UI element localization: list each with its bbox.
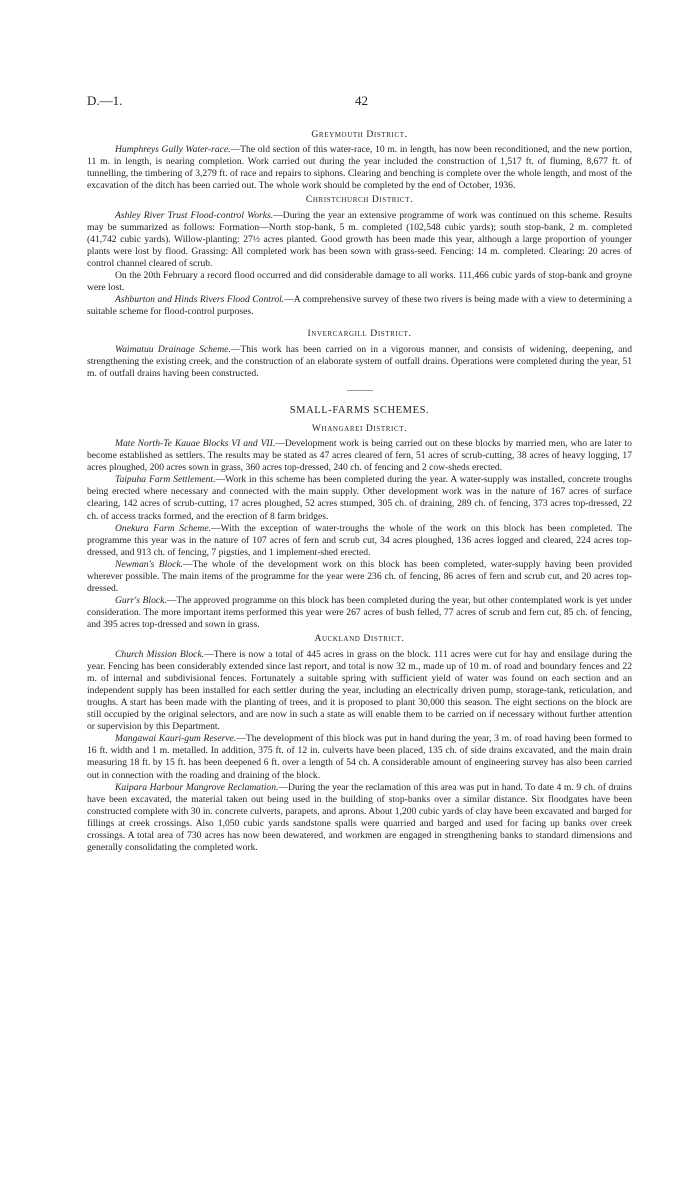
paragraph [87,210,632,270]
paragraph-title: Humphreys Gully Water-race. [115,144,231,156]
paragraph-title: Ashley River Trust Flood-control Works. [115,209,274,221]
paragraph-title: Mate North-Te Kauae Blocks VI and VII. [115,437,276,449]
page-header [87,93,632,109]
paragraph [87,733,632,781]
district-heading: Christchurch District. [305,194,414,206]
paragraph [87,144,632,192]
document-reference: D.—1. [87,93,123,108]
paragraph-title: Kaipara Harbour Mangrove Reclamation. [115,781,279,793]
paragraph [87,523,632,559]
paragraph [87,595,632,631]
paragraph [87,474,632,522]
paragraph-title: Gurr's Block. [115,595,167,607]
page-body [87,127,632,854]
paragraph-text: —Work in this scheme has been completed during the year. A water-supply was installed, concrete troughs being erected where necessary and connected with the main supply. Other development work was in the nature of 167 acres of surface clearing, 142 acres of scrub-cutting, 17 acres ploughed, 52 acres stumped, 305 ch. of draining, 289 ch. of fencing, 373 acres top-dressed, 22 ch. of access tracks formed, and the erection of 8 farm bridges. [87,474,632,522]
paragraph-title: Waimatuu Drainage Scheme. [115,343,231,355]
paragraph-title: Ashburton and Hinds Rivers Flood Control. [115,294,285,306]
paragraph-text: —A comprehensive survey of these two rivers is being made with a view to determining a suitable scheme for flood-control purposes. [87,294,632,318]
paragraph [87,438,632,474]
paragraph-title: Newman's Block. [115,558,183,570]
paragraph [87,649,632,734]
paragraph-text: —The approved programme on this block has been completed during the year, but other contemplated work is yet under consideration. The more important items performed this year were 267 acres of bush felled, 77 acres of scrub and fern cut, 85 ch. of fencing, and 395 acres top-dressed and sown in grass. [87,595,632,631]
paragraph [87,294,632,318]
paragraph-text: —This work has been carried on in a vigorous manner, and consists of widening, deepening, and strengthening the existing creek, and the construction of an elaborate system of outfall drains. Operations were completed during the year, 51 m. of outfall drains having been constructed. [87,343,632,379]
paragraph-text: —During the year the reclamation of this area was put in hand. To date 4 m. 9 ch. of drains have been excavated, the material taken out being used in the building of stop-banks over a similar distance. Six floodgates have been constructed complete with 30 in. concrete culverts, parapets, and aprons. About 1,200 cubic yards of clay have been excavated and barged for fillings at creek crossings. Also 1,050 cubic yards sandstone spalls were quarried and barged and used for facing up banks over creek crossings. A total area of 730 acres has now been dewatered, and workmen are engaged in strengthening banks to standard dimensions and generally consolidating the completed work. [87,781,632,854]
paragraph [87,270,632,294]
paragraph [87,344,632,380]
paragraph-text: —The old section of this water-race, 10 m. in length, has now been reconditioned, and the new portion, 11 m. in length, is nearing completion. Work carried out during the year included the construction of 1,517 ft. of fluming, 8,677 ft. of tunnelling, the timbering of 3,279 ft. of race and repairs to siphons. Clearing and benching is complete over the whole length, and most of the excavation of the ditch has been carried out. The whole work should be completed by the end of October, 1936. [87,144,633,192]
paragraph-title: Onekura Farm Scheme. [115,522,211,534]
paragraph-text: —The development of this block was put in hand during the year, 3 m. of road having been formed to 16 ft. width and 1 m. metalled. In addition, 375 ft. of 12 in. culverts have been placed, 135 ch. of side drains excavated, and the main drain measuring 18 ft. by 15 ft. has been deepened 6 ft. over a length of 54 ch. A considerable amount of engineering survey has also been carried out in connection with the roading and draining of the block. [87,733,632,781]
paragraph-text: —The whole of the development work on this block has been completed, water-supply having been provided wherever possible. The main items of the programme for the year were 236 ch. of fencing, 86 acres of fern and scrub cut, and 20 acres top-dressed. [87,558,633,595]
paragraph-text: —With the exception of water-troughs the whole of the work on this block has been completed. The programme this year was in the nature of 107 acres of fern and scrub cut, 34 acres ploughed, 136 acres logged and cleared, 224 acres top-dressed, and 913 ch. of fencing, 7 pigsties, and 1 implement-shed erected. [87,522,632,558]
divider [347,390,373,391]
paragraph-title: Taipuha Farm Settlement. [115,474,216,486]
paragraph-text: —There is now a total of 445 acres in grass on the block. 111 acres were cut for hay and ensilage during the year. Fencing has been considerably extended since last report, and total is now 32 m., made up of 10 m. of road and boundary fences and 22 m. of internal and subdivisional fences. Fortunately a suitable spring with sufficient yield of water was found on each section and an independent supply has been installed for each settler during the year, including an electrically driven pump, storage-tank, reticulation, and troughs. A start has been made with the planting of trees, and it is proposed to plant 30,000 this season. The eight sections on the block are still occupied by the original selectors, and are now in such a state as will enable them to be carried on if necessary without further attention or supervision by this Department. [87,648,632,733]
page-number: 42 [355,93,368,108]
district-heading: Greymouth District. [311,129,408,140]
district-heading: Auckland District. [314,633,405,645]
paragraph-text: On the 20th February a record flood occurred and did considerable damage to all works. 111,466 cubic yards of stop-bank and groyne were lost. [87,270,632,294]
paragraph-text: —During the year an extensive programme of work was continued on this scheme. Results may be summarized as follows: Formation—North stop-bank, 5 m. completed (102,548 cubic yards); south stop-bank, 2 m. completed (41,742 cubic yards). Willow-planting: 27½ acres planted. Good growth has been made this year, although a large proportion of younger plants were lost by flood. Grassing: All completed work has been sown with grass-seed. Fencing: 14 m. completed. Clearing: 20 acres of control channel cleared of scrub. [87,209,632,269]
paragraph-title: Mangawai Kauri-gum Reserve. [115,733,237,745]
section-heading: SMALL-FARMS SCHEMES. [289,404,430,416]
paragraph [87,782,632,855]
paragraph-text: —Development work is being carried out on these blocks by married men, who are later to become established as settlers. The results may be stated as 47 acres cleared of fern, 51 acres of scrub-cutting, 38 acres of heavy logging, 17 acres ploughed, 200 acres sown in grass, 360 acres top-dressed, 240 ch. of fencing and 2 cow-sheds erected. [87,437,632,474]
district-heading: Whangarei District. [311,422,408,434]
paragraph-title: Church Mission Block. [115,648,205,660]
district-heading: Invercargill District. [307,328,412,340]
paragraph [87,559,632,595]
